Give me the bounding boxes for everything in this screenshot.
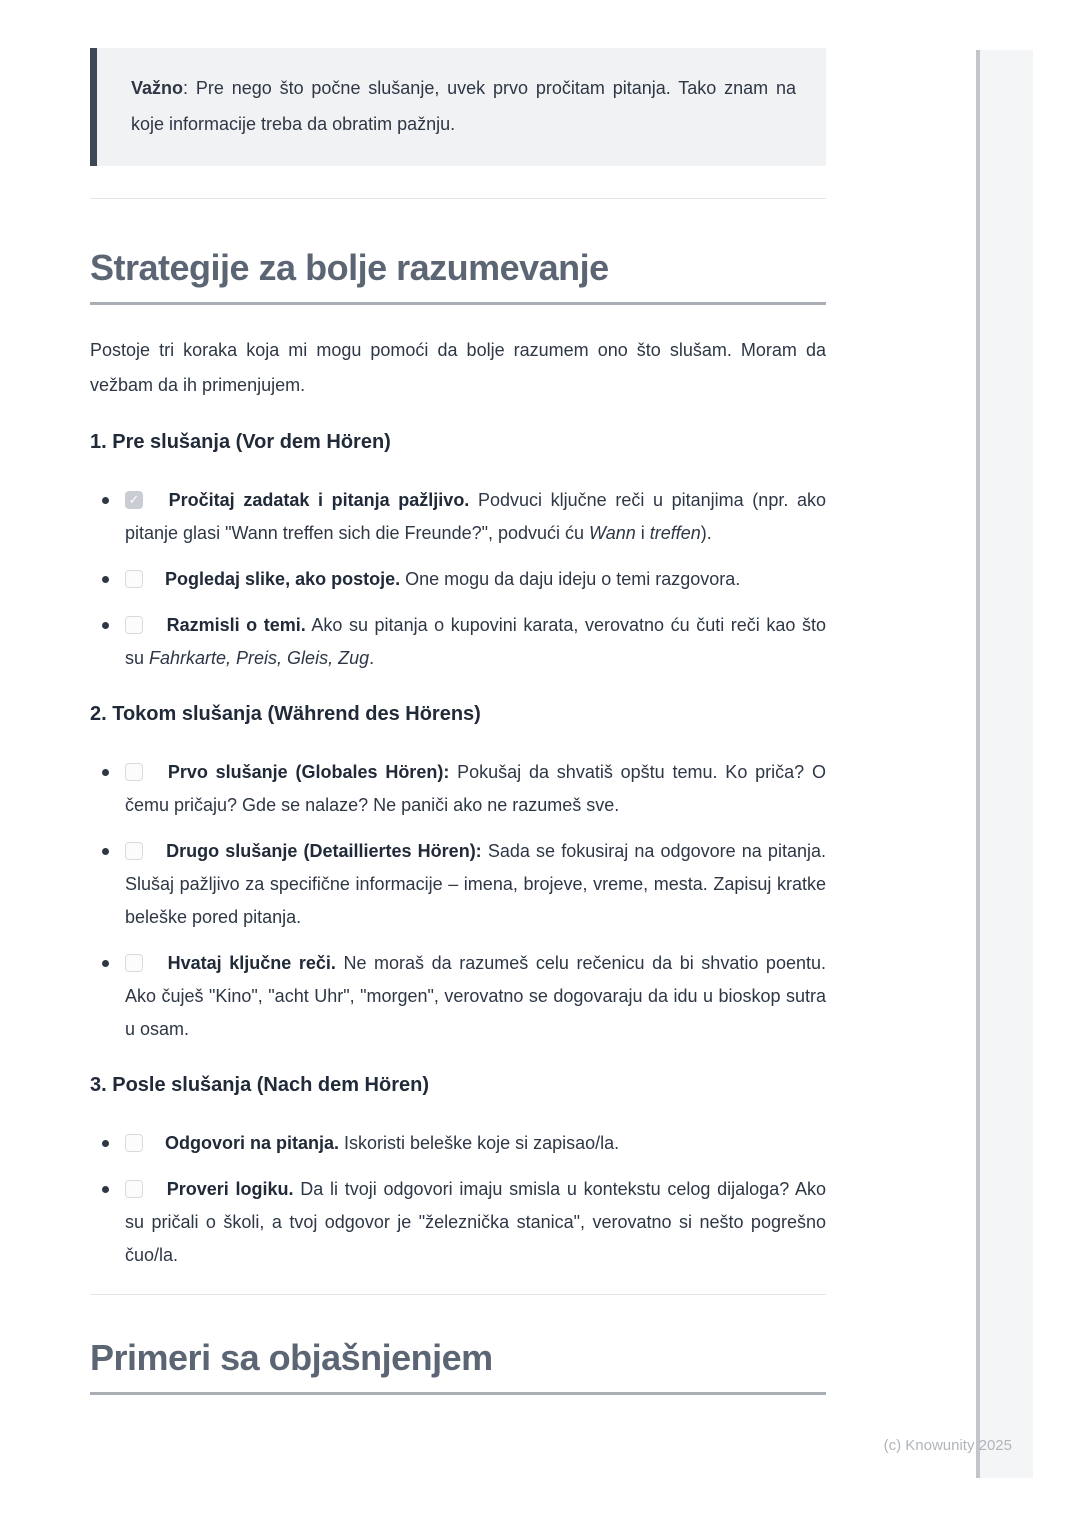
list-item: [90, 947, 826, 1046]
checkbox[interactable]: [125, 1180, 143, 1198]
page-title: Strategije za bolje razumevanje: [90, 247, 826, 305]
list-item: [90, 756, 826, 822]
section-heading-tokom-slusanja: 2. Tokom slušanja (Während des Hörens): [90, 703, 481, 725]
list-item-text-italic: Wann: [589, 523, 636, 543]
list-item-text-bold: Odgovori na pitanja.: [165, 1133, 340, 1153]
checkbox[interactable]: [125, 1134, 143, 1152]
list-item: [90, 835, 826, 934]
checkbox[interactable]: [125, 570, 143, 588]
document-content: [90, 0, 826, 1395]
divider: [90, 1294, 826, 1295]
list-item-text-bold: Pogledaj slike, ako postoje.: [165, 569, 401, 589]
checkbox[interactable]: [125, 842, 143, 860]
important-callout: [90, 48, 826, 166]
checkbox[interactable]: [125, 491, 143, 509]
checkbox[interactable]: [125, 763, 143, 781]
bullet-icon: [102, 769, 109, 776]
bullet-icon: [102, 497, 109, 504]
copyright-text: (c) Knowunity 2025: [883, 1437, 1012, 1454]
list-item-text-bold: Prvo slušanje (Globales Hören):: [167, 762, 450, 782]
intro-paragraph: Postoje tri koraka koja mi mogu pomoći da bolje razumem ono što slušam. Moram da vežbam da ih primenjujem.: [90, 340, 826, 395]
list-item: [90, 609, 826, 675]
bullet-icon: [102, 1186, 109, 1193]
list-item-text: Da li tvoji odgovori imaju smisla u kontekstu celog dijaloga? Ako su pričali o školi, a tvoj odgovor je "železnička stanica", verovatno si nešto pogrešno čuo/la.: [125, 1179, 826, 1265]
list-item-text-bold: Hvataj ključne reči.: [167, 953, 336, 973]
callout-label: Važno: [131, 78, 184, 98]
list-item: [90, 1173, 826, 1272]
divider: [90, 198, 826, 199]
list-item-text-bold: Razmisli o temi.: [166, 615, 306, 635]
list-item: [90, 563, 826, 596]
section-heading-pre-slusanja: 1. Pre slušanja (Vor dem Hören): [90, 431, 391, 453]
scrollbar-track[interactable]: [976, 50, 1033, 1478]
list-item: [90, 1127, 826, 1160]
list-item-text: One mogu da daju ideju o temi razgovora.: [400, 569, 741, 589]
checklist-tokom-slusanja: [90, 756, 826, 1046]
list-item-text: Pokušaj da shvatiš opštu temu. Ko priča? O čemu pričaju? Gde se nalaze? Ne paniči ako ne razumeš sve.: [125, 762, 826, 815]
list-item-text: ).: [700, 523, 712, 543]
bullet-icon: [102, 960, 109, 967]
list-item-text: Ako su pitanja o kupovini karata, verovatno ću čuti reči kao što su: [125, 615, 826, 668]
bullet-icon: [102, 1140, 109, 1147]
section-heading-posle-slusanja: 3. Posle slušanja (Nach dem Hören): [90, 1074, 429, 1096]
section-title-primeri: Primeri sa objašnjenjem: [90, 1337, 826, 1395]
bullet-icon: [102, 848, 109, 855]
checklist-posle-slusanja: [90, 1127, 826, 1272]
list-item: [90, 484, 826, 550]
list-item-text-italic: treffen: [649, 523, 701, 543]
list-item-text: Podvuci ključne reči u pitanjima (npr. ako pitanje glasi "Wann treffen sich die Freunde?", podvući ću: [125, 490, 826, 543]
list-item-text: i: [635, 523, 650, 543]
callout-text: : Pre nego što počne slušanje, uvek prvo pročitam pitanja. Tako znam na koje informacije treba da obratim pažnju.: [131, 78, 796, 134]
list-item-text-italic: Fahrkarte, Preis, Gleis, Zug: [149, 648, 370, 668]
list-item-text: Iskoristi beleške koje si zapisao/la.: [339, 1133, 620, 1153]
bullet-icon: [102, 622, 109, 629]
checkbox[interactable]: [125, 616, 143, 634]
checklist-pre-slusanja: [90, 484, 826, 675]
list-item-text-bold: Proveri logiku.: [166, 1179, 294, 1199]
checkbox[interactable]: [125, 954, 143, 972]
list-item-text: Sada se fokusiraj na odgovore na pitanja. Slušaj pažljivo za specifične informacije – imena, brojeve, vreme, mesta. Zapisuj kratke beleške pored pitanja.: [125, 841, 826, 927]
bullet-icon: [102, 576, 109, 583]
list-item-text-bold: Pročitaj zadatak i pitanja pažljivo.: [168, 490, 470, 510]
check-icon: ✓: [128, 492, 140, 507]
list-item-text: Ne moraš da razumeš celu rečenicu da bi shvatio poentu. Ako čuješ "Kino", "acht Uhr", "morgen", verovatno se dogovaraju da idu u bioskop sutra u osam.: [125, 953, 826, 1039]
list-item-text-bold: Drugo slušanje (Detailliertes Hören):: [166, 841, 482, 861]
list-item-text: .: [369, 648, 375, 668]
